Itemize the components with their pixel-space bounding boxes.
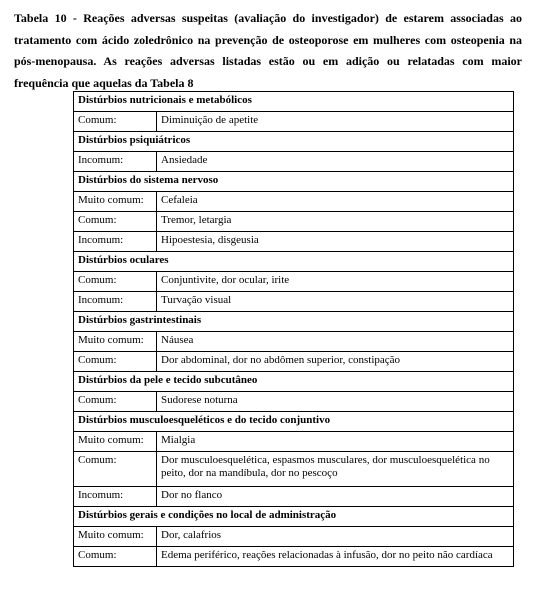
reactions-cell: Conjuntivite, dor ocular, irite xyxy=(157,272,514,292)
section-title: Distúrbios oculares xyxy=(74,252,514,272)
table-row xyxy=(74,292,514,312)
reactions-cell: Tremor, letargia xyxy=(157,212,514,232)
reactions-cell: Dor, calafrios xyxy=(157,527,514,547)
frequency-cell: Muito comum: xyxy=(74,192,157,212)
table-row xyxy=(74,232,514,252)
section-row xyxy=(74,372,514,392)
section-title: Distúrbios do sistema nervoso xyxy=(74,172,514,192)
frequency-cell: Muito comum: xyxy=(74,432,157,452)
table-row xyxy=(74,487,514,507)
reactions-cell: Dor abdominal, dor no abdômen superior, constipação xyxy=(157,352,514,372)
section-row xyxy=(74,507,514,527)
reactions-cell: Edema periférico, reações relacionadas à infusão, dor no peito não cardíaca xyxy=(157,547,514,567)
table-row xyxy=(74,272,514,292)
frequency-cell: Comum: xyxy=(74,547,157,567)
frequency-cell: Comum: xyxy=(74,112,157,132)
table-row xyxy=(74,392,514,412)
section-title: Distúrbios gastrintestinais xyxy=(74,312,514,332)
reactions-cell: Mialgia xyxy=(157,432,514,452)
reactions-cell: Hipoestesia, disgeusia xyxy=(157,232,514,252)
reactions-cell: Náusea xyxy=(157,332,514,352)
reactions-cell: Cefaleia xyxy=(157,192,514,212)
section-title: Distúrbios psiquiátricos xyxy=(74,132,514,152)
section-row xyxy=(74,252,514,272)
section-title: Distúrbios nutricionais e metabólicos xyxy=(74,92,514,112)
reactions-cell: Diminuição de apetite xyxy=(157,112,514,132)
frequency-cell: Incomum: xyxy=(74,152,157,172)
frequency-cell: Muito comum: xyxy=(74,332,157,352)
frequency-cell: Comum: xyxy=(74,272,157,292)
section-row xyxy=(74,312,514,332)
frequency-cell: Comum: xyxy=(74,392,157,412)
adverse-reactions-table xyxy=(73,91,514,567)
section-row xyxy=(74,412,514,432)
reactions-cell: Ansiedade xyxy=(157,152,514,172)
frequency-cell: Comum: xyxy=(74,352,157,372)
section-row xyxy=(74,172,514,192)
table-row xyxy=(74,352,514,372)
table-row xyxy=(74,192,514,212)
table-caption: Tabela 10 - Reações adversas suspeitas (avaliação do investigador) de estarem associadas ao tratamento com ácido zoledrônico na prevenção de osteoporose em mulheres com osteopenia na pós-menopausa. As reações adversas listadas estão ou em adição ou relatadas com maior frequência que aquelas da Tabela 8 xyxy=(14,11,522,90)
reactions-cell: Dor musculoesquelética, espasmos musculares, dor musculoesquelética no peito, dor na mandíbula, dor no pescoço xyxy=(157,452,514,487)
table-row xyxy=(74,152,514,172)
table-row xyxy=(74,332,514,352)
table-row xyxy=(74,112,514,132)
table-row xyxy=(74,547,514,567)
frequency-cell: Comum: xyxy=(74,452,157,487)
reactions-cell: Sudorese noturna xyxy=(157,392,514,412)
table-row xyxy=(74,527,514,547)
section-row xyxy=(74,92,514,112)
section-title: Distúrbios da pele e tecido subcutâneo xyxy=(74,372,514,392)
table-row xyxy=(74,212,514,232)
section-title: Distúrbios gerais e condições no local de administração xyxy=(74,507,514,527)
frequency-cell: Comum: xyxy=(74,212,157,232)
frequency-cell: Incomum: xyxy=(74,487,157,507)
frequency-cell: Incomum: xyxy=(74,292,157,312)
frequency-cell: Muito comum: xyxy=(74,527,157,547)
section-row xyxy=(74,132,514,152)
table-row xyxy=(74,452,514,487)
frequency-cell: Incomum: xyxy=(74,232,157,252)
table-row xyxy=(74,432,514,452)
reactions-cell: Turvação visual xyxy=(157,292,514,312)
section-title: Distúrbios musculoesqueléticos e do tecido conjuntivo xyxy=(74,412,514,432)
reactions-cell: Dor no flanco xyxy=(157,487,514,507)
